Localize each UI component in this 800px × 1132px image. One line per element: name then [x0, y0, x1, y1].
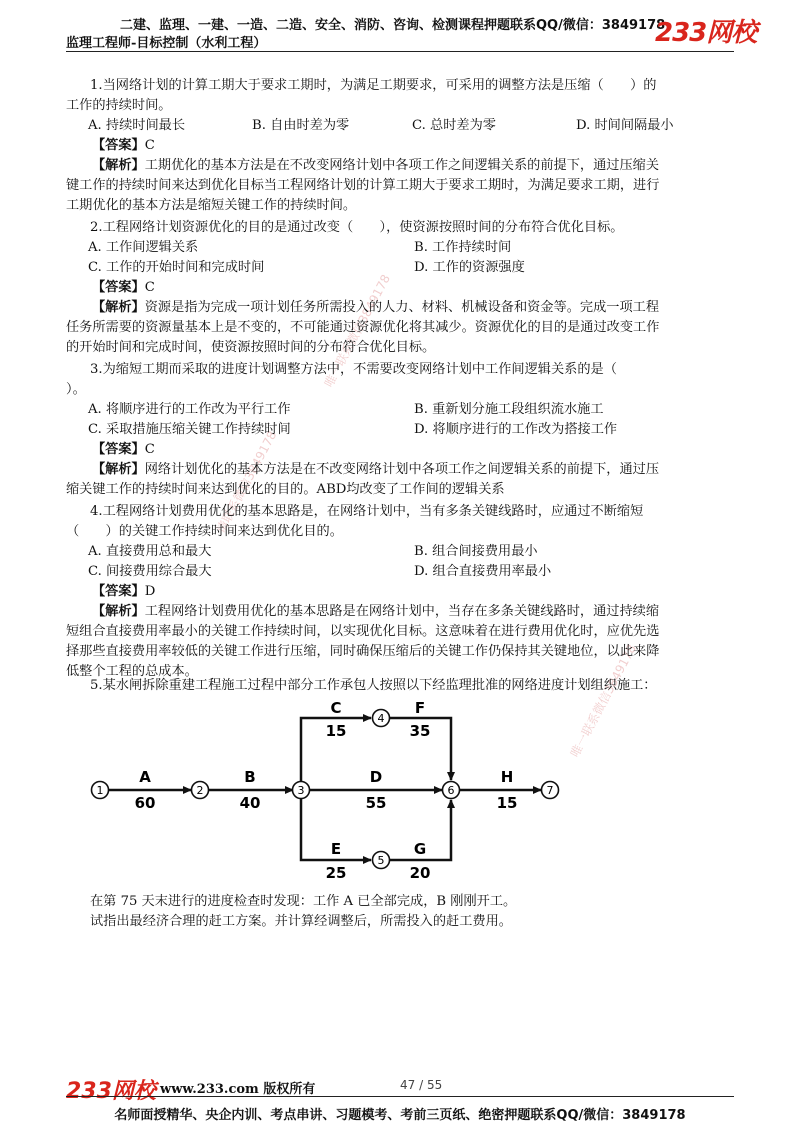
q5-stem: 5.某水闸拆除重建工程施工过程中部分工作承包人按照以下经监理批准的网络进度计划组织施工： [90, 678, 657, 693]
activity-b-duration: 40 [239, 794, 261, 812]
q2-option-a: A. 工作间逻辑关系 [88, 240, 199, 255]
activity-c-name: C [330, 699, 342, 717]
analysis-label: 【解析】 [92, 462, 145, 477]
activity-e-duration: 25 [325, 864, 347, 882]
answer-label: 【答案】 [92, 584, 145, 599]
activity-g-name: G [413, 840, 427, 858]
q4-analysis-line: 短组合直接费用率最小的关键工作持续时间，以实现优化目标。这意味着在进行费用优化时，应优先选 [66, 624, 660, 639]
q3-option-d: D. 将顺序进行的工作改为搭接工作 [414, 422, 618, 437]
q4-option-d: D. 组合直接费用率最小 [414, 564, 552, 579]
q3-stem-line: 3.为缩短工期而采取的进度计划调整方法中，不需要改变网络计划中工作间逻辑关系的是（ [90, 362, 617, 377]
watermark: 唯一联系微信3849178 [567, 642, 640, 760]
q4-stem-line: （ ）的关键工作持续时间来达到优化目的。 [66, 524, 343, 539]
q1-option-d: D. 时间间隔最小 [576, 118, 674, 133]
analysis-label: 【解析】 [92, 604, 145, 619]
footer-rule [66, 1096, 734, 1097]
q1-option-c: C. 总时差为零 [412, 118, 496, 133]
activity-d-duration: 55 [365, 794, 387, 812]
answer-value: C [144, 280, 155, 295]
q2-analysis-line: 任务所需要的资源量基本上是不变的，不可能通过资源优化将其减少。资源优化的目的是通过改变工作 [66, 320, 660, 335]
page-number: 47 / 55 [400, 1078, 443, 1092]
analysis-label: 【解析】 [92, 300, 145, 315]
q4-option-c: C. 间接费用综合最大 [88, 564, 212, 579]
q1-option-a: A. 持续时间最长 [88, 118, 186, 133]
answer-value: C [144, 442, 155, 457]
answer-value: C [144, 138, 155, 153]
analysis-text: 资源是指为完成一项计划任务所需投入的人力、材料、机械设备和资金等。完成一项工程 [144, 300, 660, 315]
q1-stem-line: 工作的持续时间。 [66, 98, 172, 113]
activity-h-name: H [500, 768, 514, 786]
watermark: 请联系微信3849178 [213, 428, 280, 536]
node-2 [192, 782, 209, 799]
q4-stem-line: 4.工程网络计划费用优化的基本思路是，在网络计划中，当有多条关键线路时，应通过不断缩短 [90, 504, 644, 519]
answer-label: 【答案】 [92, 442, 145, 457]
activity-a-name: A [139, 768, 151, 786]
q2-option-d: D. 工作的资源强度 [414, 260, 525, 275]
q2-analysis-line: 的开始时间和完成时间，使资源按照时间的分布符合优化目标。 [66, 340, 436, 355]
q4-analysis-line: 择那些直接费用率较低的关键工作进行压缩，同时确保压缩后的关键工作仍保持其关键地位，以此来降 [66, 644, 660, 659]
q3-option-a: A. 将顺序进行的工作改为平行工作 [88, 402, 291, 417]
q1-analysis-line: 工期优化的基本方法是缩短关键工作的持续时间。 [66, 198, 357, 213]
footer-logo: 233网校 [66, 1079, 156, 1104]
q3-option-b: B. 重新划分施工段组织流水施工 [414, 402, 604, 417]
q2-stem-line: 2.工程网络计划资源优化的目的是通过改变（ ），使资源按照时间的分布符合优化目标。 [90, 220, 624, 235]
q5-after-line: 试指出最经济合理的赶工方案。并计算经调整后，所需投入的赶工费用。 [90, 914, 512, 929]
q3-stem-line: ）。 [66, 382, 86, 397]
node-5 [373, 852, 390, 869]
activity-b-name: B [244, 768, 256, 786]
q4-option-a: A. 直接费用总和最大 [88, 544, 212, 559]
node-7 [542, 782, 559, 799]
footer-site: www.233.com 版权所有 [160, 1082, 316, 1097]
activity-g-duration: 20 [409, 864, 431, 882]
node-label: 7 [546, 784, 554, 797]
q3-option-c: C. 采取措施压缩关键工作持续时间 [88, 422, 291, 437]
q2-option-b: B. 工作持续时间 [414, 240, 512, 255]
node-label: 3 [297, 784, 305, 797]
q4-analysis-line: 低整个工程的总成本。 [66, 664, 198, 679]
q5-after-line: 在第 75 天末进行的进度检查时发现：工作 A 已全部完成，B 刚刚开工。 [90, 894, 517, 909]
node-4 [373, 710, 390, 727]
document-subtitle: 监理工程师-目标控制（水利工程） [66, 36, 267, 51]
brand-logo: 233网校 [655, 18, 757, 48]
activity-d-name: D [369, 768, 383, 786]
answer-label: 【答案】 [92, 280, 145, 295]
activity-f-name: F [414, 699, 426, 717]
q4-option-b: B. 组合间接费用最小 [414, 544, 538, 559]
answer-label: 【答案】 [92, 138, 145, 153]
analysis-text: 工程网络计划费用优化的基本思路是在网络计划中，当存在多条关键线路时，通过持续缩 [144, 604, 660, 619]
analysis-text: 工期优化的基本方法是在不改变网络计划中各项工作之间逻辑关系的前提下，通过压缩关 [144, 158, 660, 173]
node-label: 4 [377, 712, 385, 725]
activity-c-duration: 15 [325, 722, 347, 740]
footer-contact-line: 名师面授精华、央企内训、考点串讲、习题模考、考前三页纸、绝密押题联系QQ/微信：3849178 [114, 1108, 686, 1123]
activity-a-duration: 60 [134, 794, 156, 812]
node-label: 1 [96, 784, 104, 797]
q1-option-b: B. 自由时差为零 [252, 118, 350, 133]
q3-analysis-line: 缩关键工作的持续时间来达到优化的目的。ABD均改变了工作间的逻辑关系 [66, 482, 505, 497]
q1-stem-line: 1.当网络计划的计算工期大于要求工期时，为满足工期要求，可采用的调整方法是压缩（ ）的 [90, 78, 657, 93]
q2-option-c: C. 工作的开始时间和完成时间 [88, 260, 265, 275]
node-1 [92, 782, 109, 799]
watermark: 唯一联系微信3849178 [321, 272, 394, 390]
activity-h-duration: 15 [496, 794, 518, 812]
activity-e-name: E [330, 840, 342, 858]
analysis-label: 【解析】 [92, 158, 145, 173]
node-3 [293, 782, 310, 799]
answer-value: D [144, 584, 156, 599]
analysis-text: 网络计划优化的基本方法是在不改变网络计划中各项工作之间逻辑关系的前提下，通过压 [144, 462, 660, 477]
activity-f-duration: 35 [409, 722, 431, 740]
q1-analysis-line: 键工作的持续时间来达到优化目标当工程网络计划的计算工期大于要求工期时，为满足要求工期，进行 [66, 178, 660, 193]
node-label: 2 [196, 784, 204, 797]
node-label: 6 [447, 784, 455, 797]
header-contact-line: 二建、监理、一建、一造、二造、安全、消防、咨询、检测课程押题联系QQ/微信：3849178 [120, 18, 666, 33]
node-label: 5 [377, 854, 385, 867]
node-6 [443, 782, 460, 799]
